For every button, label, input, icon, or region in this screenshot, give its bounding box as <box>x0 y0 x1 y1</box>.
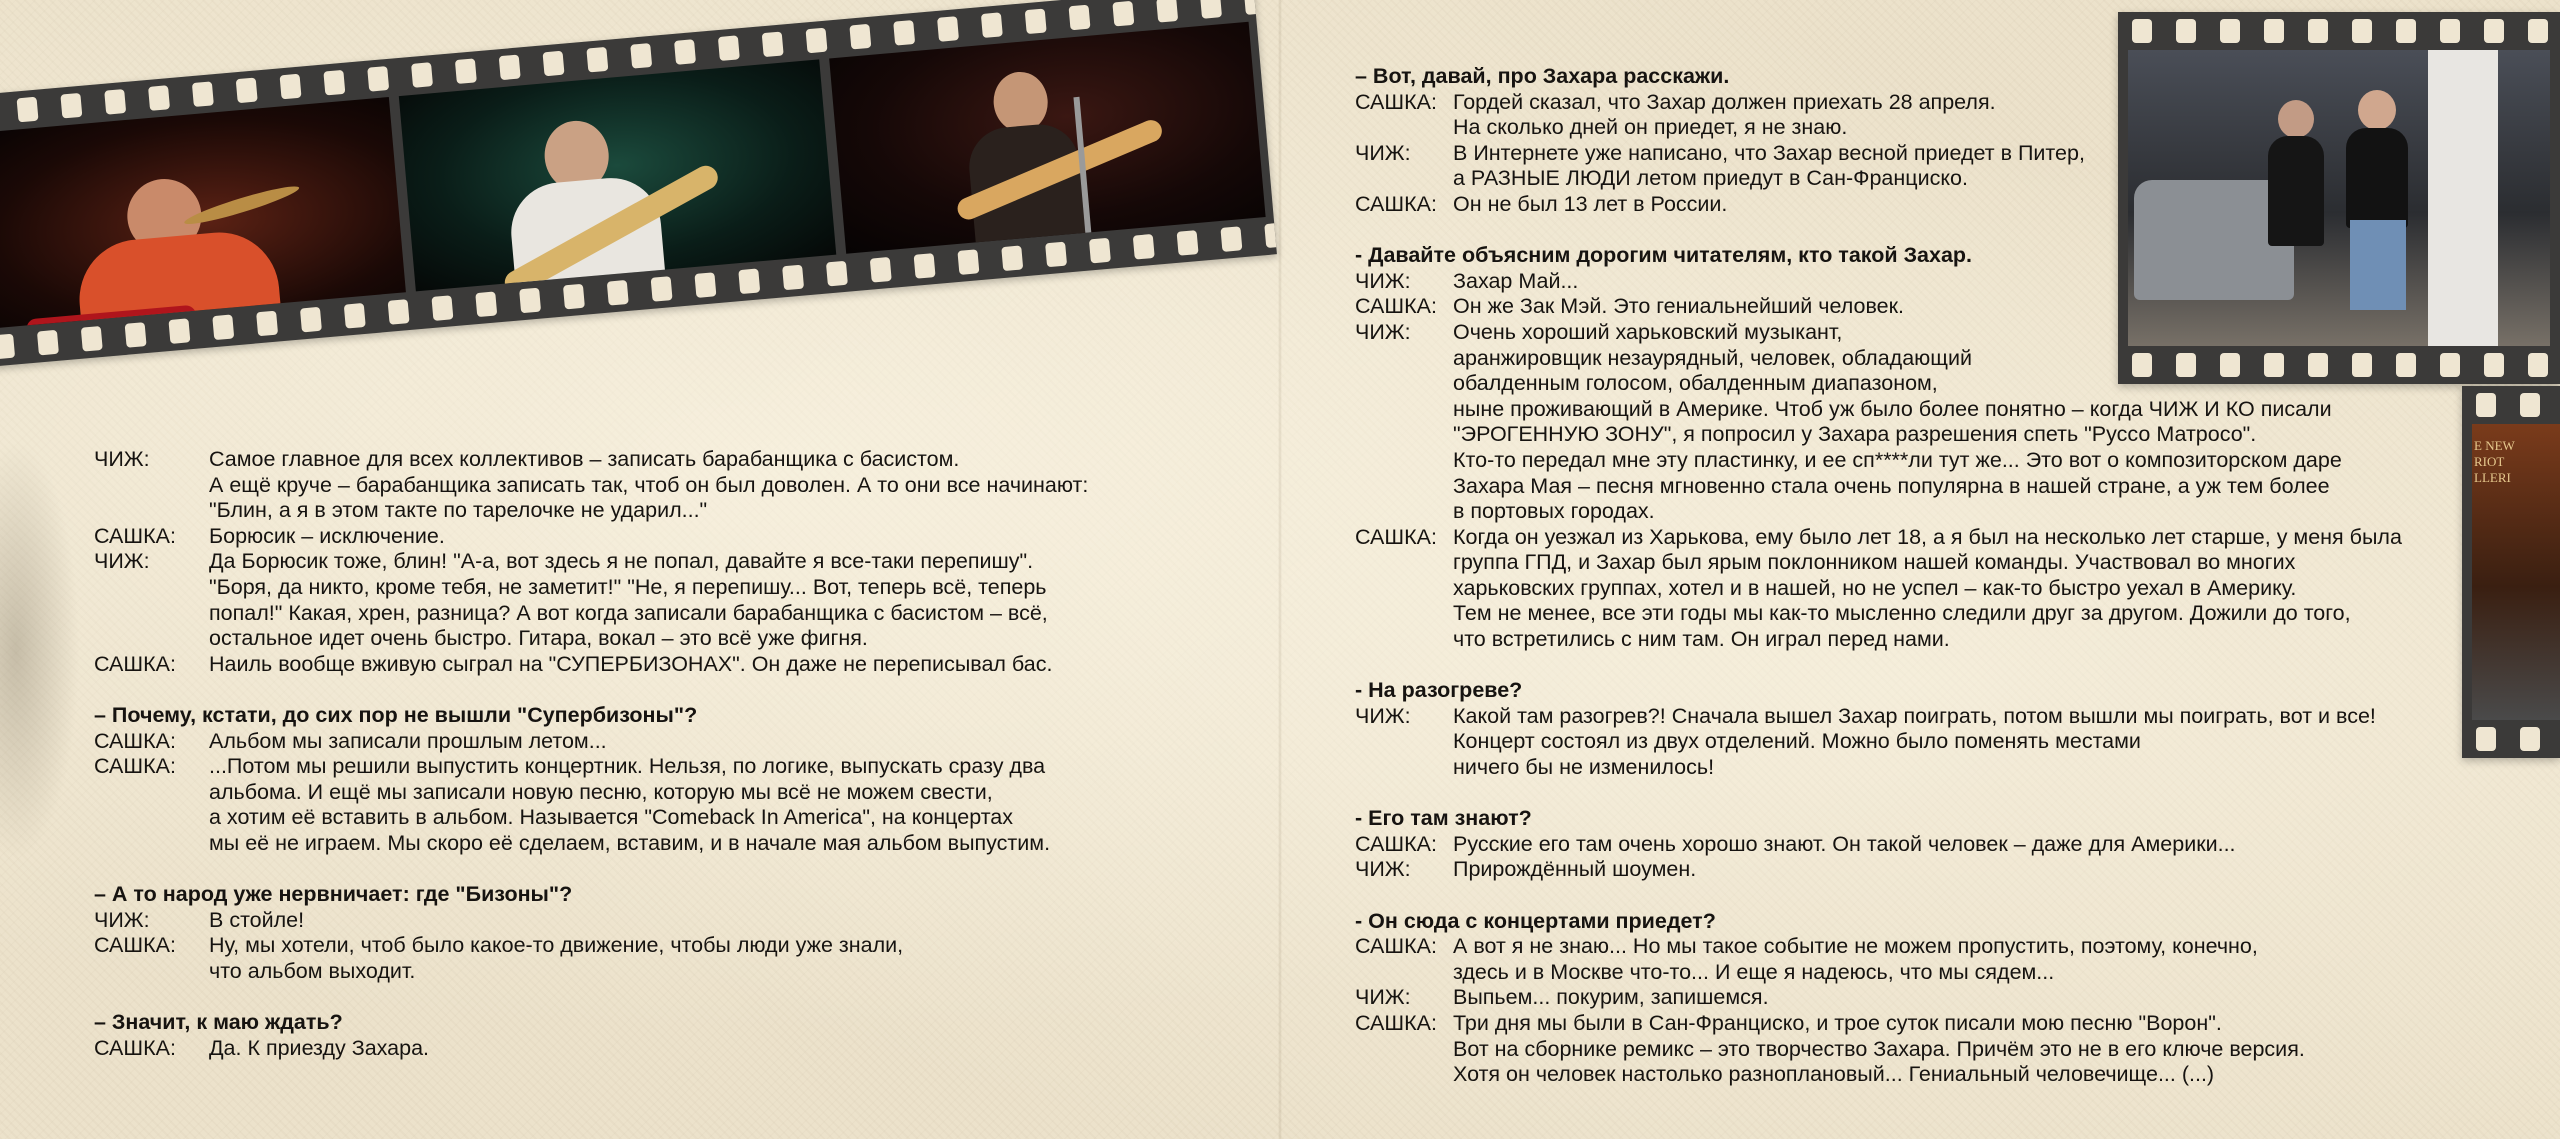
sprocket-hole <box>323 70 345 96</box>
sprocket-hole <box>1001 245 1023 271</box>
sprocket-hole <box>914 253 936 279</box>
dialogue-text: группа ГПД, и Захар был ярым поклонником нашей команды. Участвовал во многих <box>1453 550 2296 575</box>
sprocket-hole <box>256 311 278 337</box>
left-page-interview <box>94 447 1214 1061</box>
sprocket-hole <box>212 314 234 340</box>
speaker-label: САШКА: <box>1355 831 1437 856</box>
dialogue-text: "Боря, да никто, кроме тебя, не заметит!" "Не, я перепишу... Вот, теперь всё, теперь <box>209 574 1047 599</box>
dialogue-text: Да. К приезду Захара. <box>209 1035 430 1060</box>
dialogue-text: Вот на сборнике ремикс – это творчество Захара. Причём это не в его ключе версия. <box>1453 1036 2305 1061</box>
dialogue-line <box>94 601 1214 627</box>
sprocket-hole <box>2440 19 2460 43</box>
dialogue-line <box>94 1036 1214 1062</box>
dialogue-text: Хотя он человек настолько разноплановый... Гениальный человечище... (...) <box>1453 1062 2215 1087</box>
sprocket-hole <box>236 78 258 104</box>
dialogue-line <box>1355 832 2475 858</box>
speaker-label <box>1355 474 1453 500</box>
dialogue-text: здесь и в Москве что-то... И еще я надеюсь, что мы сядем... <box>1453 959 2055 984</box>
dialogue-line <box>1355 601 2475 627</box>
sprocket-hole <box>125 322 147 348</box>
interviewer-question: - Он сюда с концертами приедет? <box>1355 908 1716 933</box>
dialogue-text: а РАЗНЫЕ ЛЮДИ летом приедут в Сан-Франциско. <box>1453 166 1968 191</box>
speaker-label: ЧИЖ: <box>1355 268 1411 293</box>
sprocket-hole <box>2528 19 2548 43</box>
right-page-interview <box>1355 64 2475 1088</box>
dialogue-text: в портовых городах. <box>1453 499 1655 524</box>
sprocket-hole <box>2476 393 2496 417</box>
sign-partial-text: E NEW RIOT LLERI <box>2474 438 2515 485</box>
dialogue-text: В Интернете уже написано, что Захар весной приедет в Питер, <box>1453 140 2085 165</box>
sprocket-hole <box>1045 242 1067 268</box>
sprocket-hole <box>2484 353 2504 377</box>
sprocket-hole <box>17 97 39 123</box>
speaker-label <box>1355 371 1453 397</box>
sprocket-hole <box>367 66 389 92</box>
dialogue-line <box>1355 192 2475 218</box>
dialogue-text: а хотим её вставить в альбом. Называется "Comeback In America", на концертах <box>209 805 1014 830</box>
sprocket-hole <box>37 330 59 356</box>
dialogue-text: Ну, мы хотели, чтоб было какое-то движение, чтобы люди уже знали, <box>209 933 904 958</box>
sprocket-hole <box>870 257 892 283</box>
interviewer-question: - Давайте объясним дорогим читателям, кто такой Захар. <box>1355 243 1973 268</box>
dialogue-line <box>94 729 1214 755</box>
dialogue-text: А вот я не знаю... Но мы такое событие не можем пропустить, поэтому, конечно, <box>1453 934 2258 959</box>
interviewer-question: – А то народ уже нервничает: где "Бизоны"? <box>94 882 573 907</box>
sprocket-hole <box>651 276 673 302</box>
speaker-label <box>1355 166 1453 192</box>
sprocket-hole <box>607 280 629 306</box>
dialogue-text: Когда он уезжал из Харькова, ему было лет 18, а я был на несколько лет старше, у меня была <box>1453 524 2402 549</box>
sprocket-hole <box>475 291 497 317</box>
speaker-label: САШКА: <box>1355 191 1437 216</box>
paragraph-gap <box>94 677 1214 703</box>
photo-building-sign <box>2472 424 2560 720</box>
sprocket-hole <box>981 12 1003 38</box>
dialogue-text: альбома. И ещё мы записали новую песню, которую мы всё не можем свести, <box>209 779 993 804</box>
sprocket-hole <box>630 43 652 69</box>
dialogue-text: Он не был 13 лет в России. <box>1453 191 1728 216</box>
speaker-label <box>94 831 209 857</box>
paragraph-gap <box>1355 653 2475 679</box>
speaker-label: САШКА: <box>94 1035 176 1060</box>
dialogue-line <box>1355 525 2475 551</box>
sprocket-hole <box>893 20 915 46</box>
dialogue-line <box>94 754 1214 780</box>
sprocket-hole <box>148 85 170 111</box>
dialogue-text: Он же Зак Мэй. Это гениальнейший человек. <box>1453 294 1904 319</box>
dialogue-line <box>94 473 1214 499</box>
dialogue-text: остальное идет очень быстро. Гитара, вокал – это всё уже фигня. <box>209 626 868 651</box>
speaker-label: САШКА: <box>94 651 176 676</box>
dialogue-line <box>1355 755 2475 781</box>
dialogue-text: Альбом мы записали прошлым летом... <box>209 728 607 753</box>
dialogue-line <box>94 908 1214 934</box>
speaker-label <box>94 780 209 806</box>
dialogue-text: В стойле! <box>209 907 305 932</box>
dialogue-line <box>1355 474 2475 500</box>
paragraph-gap <box>1355 781 2475 807</box>
sprocket-hole <box>586 47 608 73</box>
speaker-label: ЧИЖ: <box>94 447 150 471</box>
dialogue-text: Прирождённый шоумен. <box>1453 857 1697 882</box>
paragraph-gap <box>1355 218 2475 244</box>
dialogue-line <box>1355 1062 2475 1088</box>
dialogue-text: Гордей сказал, что Захар должен приехать 28 апреля. <box>1453 89 1996 114</box>
sprocket-hole <box>1112 1 1134 27</box>
sprocket-hole <box>2396 19 2416 43</box>
dialogue-text: мы её не играем. Мы скоро её сделаем, вставим, и в начале мая альбом выпустим. <box>209 830 1051 855</box>
speaker-label <box>94 498 209 524</box>
sprocket-hole <box>300 307 322 333</box>
dialogue-line <box>1355 269 2475 295</box>
sprocket-hole <box>411 62 433 88</box>
speaker-label: ЧИЖ: <box>1355 140 1411 165</box>
sprocket-hole <box>718 35 740 61</box>
dialogue-text: Борюсик – исключение. <box>209 523 445 548</box>
dialogue-text: ничего бы не изменилось! <box>1453 755 1715 780</box>
sprocket-hole <box>388 299 410 325</box>
sprocket-hole <box>806 28 828 54</box>
sprocket-hole <box>2132 19 2152 43</box>
interviewer-question: - На разогреве? <box>1355 678 1523 703</box>
dialogue-text: попал!" Какая, хрен, разница? А вот когда записали барабанщика с басистом – всё, <box>209 600 1048 625</box>
dialogue-line <box>94 959 1214 985</box>
dialogue-line <box>1355 704 2475 730</box>
dialogue-line <box>1355 166 2475 192</box>
dialogue-text: Захар Май... <box>1453 268 1579 293</box>
paragraph-gap <box>94 984 1214 1010</box>
dialogue-line <box>1355 627 2475 653</box>
dialogue-text: Наиль вообще вживую сыграл на "СУПЕРБИЗОНАХ". Он даже не переписывал бас. <box>209 651 1053 676</box>
sprocket-hole <box>849 24 871 50</box>
sprocket-hole <box>674 39 696 65</box>
sprocket-hole <box>1069 5 1091 31</box>
dialogue-line <box>94 524 1214 550</box>
dialogue-line <box>94 805 1214 831</box>
sprocket-hole <box>104 89 126 115</box>
speaker-label: САШКА: <box>94 523 176 548</box>
grunge-texture <box>0 440 80 860</box>
dialogue-text: аранжировщик незаурядный, человек, обладающий <box>1453 345 1973 370</box>
dialogue-line <box>1355 371 2475 397</box>
sprocket-hole <box>2352 19 2372 43</box>
sprocket-hole <box>738 268 760 294</box>
sprocket-hole <box>2484 19 2504 43</box>
sprocket-hole <box>344 303 366 329</box>
sprocket-hole <box>2520 727 2540 751</box>
dialogue-line <box>94 575 1214 601</box>
sprocket-hole <box>60 93 82 119</box>
dialogue-text: А ещё круче – барабанщика записать так, чтоб он был доволен. А то они все начинают: <box>209 472 1089 497</box>
speaker-label: ЧИЖ: <box>1355 319 1411 344</box>
speaker-label: САШКА: <box>94 728 176 753</box>
sprocket-hole <box>455 58 477 84</box>
dialogue-line <box>1355 1011 2475 1037</box>
speaker-label <box>1355 576 1453 602</box>
sprocket-hole <box>1264 222 1277 248</box>
dialogue-text: На сколько дней он приедет, я не знаю. <box>1453 115 1848 140</box>
dialogue-line <box>94 626 1214 652</box>
dialogue-text: Тем не менее, все эти годы мы как-то мысленно следили друг за другом. Дожили до того, <box>1453 601 2351 626</box>
interviewer-question: – Значит, к маю ждать? <box>94 1010 343 1035</box>
sprocket-hole <box>499 55 521 81</box>
dialogue-text: обалденным голосом, обалденным диапазоном, <box>1453 371 1938 396</box>
sprocket-hole <box>1089 238 1111 264</box>
sprocket-hole <box>957 249 979 275</box>
speaker-label <box>1355 499 1453 525</box>
dialogue-text: Какой там разогрев?! Сначала вышел Захар поиграть, потом вышли мы поиграть, вот и все! <box>1453 703 2376 728</box>
dialogue-text: Кто-то передал мне эту пластинку, и ее сп****ли тут же... Это вот о композиторском даре <box>1453 447 2342 472</box>
right-edge-film-strip <box>2462 386 2560 758</box>
sprocket-hole <box>762 32 784 58</box>
dialogue-line <box>1355 729 2475 755</box>
speaker-label <box>1355 1037 1453 1063</box>
speaker-label: ЧИЖ: <box>94 549 150 574</box>
speaker-label <box>1355 1062 1453 1088</box>
dialogue-line <box>94 652 1214 678</box>
dialogue-text: Концерт состоял из двух отделений. Можно было поменять местами <box>1453 729 2141 754</box>
speaker-label <box>1355 448 1453 474</box>
sprocket-hole <box>2476 727 2496 751</box>
interviewer-question: - Его там знают? <box>1355 806 1532 831</box>
photo-bassist <box>399 59 836 291</box>
photo-drummer <box>0 97 406 329</box>
sprocket-hole <box>2528 353 2548 377</box>
speaker-label <box>1355 601 1453 627</box>
speaker-label: ЧИЖ: <box>1355 857 1411 882</box>
sprocket-hole <box>1244 0 1257 15</box>
dialogue-text: Захара Мая – песня мгновенно стала очень популярна в нашей стране, а уж тем более <box>1453 473 2330 498</box>
dialogue-text: Выпьем... покурим, запишемся. <box>1453 985 1769 1010</box>
dialogue-line <box>1355 1037 2475 1063</box>
page-fold <box>1278 0 1282 1139</box>
dialogue-line <box>1355 141 2475 167</box>
dialogue-text: что встретились с ним там. Он играл перед нами. <box>1453 627 1950 652</box>
sprocket-hole <box>2520 393 2540 417</box>
dialogue-line <box>1355 550 2475 576</box>
dialogue-line <box>1355 90 2475 116</box>
speaker-label <box>1355 755 1453 781</box>
speaker-label <box>1355 397 1453 423</box>
paragraph-gap <box>94 857 1214 883</box>
speaker-label <box>94 473 209 499</box>
speaker-label <box>1355 960 1453 986</box>
speaker-label <box>1355 422 1453 448</box>
speaker-label: САШКА: <box>1355 89 1437 114</box>
sprocket-hole <box>280 74 302 100</box>
dialogue-line <box>1355 422 2475 448</box>
dialogue-line <box>94 447 1214 473</box>
speaker-label: ЧИЖ: <box>94 907 150 932</box>
speaker-label <box>94 805 209 831</box>
sprocket-hole <box>543 51 565 77</box>
speaker-label <box>94 959 209 985</box>
sprocket-hole <box>1025 8 1047 34</box>
dialogue-line <box>1355 294 2475 320</box>
photo-guitarist <box>829 22 1266 254</box>
dialogue-line <box>1355 320 2475 346</box>
sprocket-hole <box>2176 19 2196 43</box>
speaker-label <box>1355 627 1453 653</box>
sprocket-hole <box>2308 19 2328 43</box>
dialogue-line <box>1355 576 2475 602</box>
interviewer-question: – Вот, давай, про Захара расскажи. <box>1355 64 1730 88</box>
speaker-label: САШКА: <box>94 933 176 958</box>
dialogue-text: ныне проживающий в Америке. Чтоб уж было более понятно – когда ЧИЖ И КО писали <box>1453 396 2332 421</box>
dialogue-line <box>94 780 1214 806</box>
sprocket-hole <box>0 334 15 360</box>
dialogue-text: "Блин, а я в этом такте по тарелочке не ударил..." <box>209 498 708 523</box>
speaker-label: САШКА: <box>94 754 176 779</box>
dialogue-text: что альбом выходит. <box>209 958 416 983</box>
left-film-strip <box>0 0 1277 367</box>
speaker-label: САШКА: <box>1355 1010 1437 1035</box>
sprocket-hole <box>1177 230 1199 256</box>
dialogue-text: харьковских группах, хотел и в нашей, но не успел – как-то быстро уехал в Америку. <box>1453 575 2297 600</box>
speaker-label <box>1355 115 1453 141</box>
dialogue-line <box>94 831 1214 857</box>
speaker-label <box>94 575 209 601</box>
dialogue-line <box>1355 346 2475 372</box>
interviewer-question: – Почему, кстати, до сих пор не вышли "Супербизоны"? <box>94 702 698 727</box>
speaker-label: САШКА: <box>1355 524 1437 549</box>
dialogue-line <box>1355 857 2475 883</box>
speaker-label <box>94 626 209 652</box>
speaker-label: ЧИЖ: <box>1355 703 1411 728</box>
dialogue-line <box>1355 115 2475 141</box>
sprocket-hole <box>694 272 716 298</box>
dialogue-line <box>94 933 1214 959</box>
dialogue-line <box>1355 960 2475 986</box>
sprocket-hole <box>2220 19 2240 43</box>
dialogue-line <box>1355 934 2475 960</box>
dialogue-line <box>1355 397 2475 423</box>
dialogue-text: Да Борюсик тоже, блин! "А-а, вот здесь я не попал, давайте я все-таки перепишу". <box>209 549 1034 574</box>
sprocket-hole <box>563 284 585 310</box>
sprocket-hole <box>937 16 959 42</box>
sprocket-hole <box>2264 19 2284 43</box>
speaker-label <box>1355 729 1453 755</box>
dialogue-text: Три дня мы были в Сан-Франциско, и трое суток писали мою песню "Ворон". <box>1453 1010 2222 1035</box>
speaker-label <box>1355 550 1453 576</box>
speaker-label: САШКА: <box>1355 934 1437 959</box>
dialogue-line <box>94 498 1214 524</box>
paragraph-gap <box>1355 883 2475 909</box>
film-sprocket-holes <box>2118 12 2560 50</box>
dialogue-text: Русские его там очень хорошо знают. Он такой человек – даже для Америки... <box>1453 831 2236 856</box>
dialogue-line <box>1355 448 2475 474</box>
sprocket-hole <box>192 81 214 107</box>
sprocket-hole <box>519 288 541 314</box>
sprocket-hole <box>168 318 190 344</box>
dialogue-text: ...Потом мы решили выпустить концертник. Нельзя, по логике, выпускать сразу два <box>209 754 1046 779</box>
sprocket-hole <box>1220 226 1242 252</box>
film-sprocket-holes <box>2462 720 2560 758</box>
speaker-label: ЧИЖ: <box>1355 985 1411 1010</box>
speaker-label: САШКА: <box>1355 294 1437 319</box>
dialogue-line <box>1355 499 2475 525</box>
dialogue-line <box>94 549 1214 575</box>
sprocket-hole <box>81 326 103 352</box>
dialogue-line <box>1355 985 2475 1011</box>
sprocket-hole <box>1200 0 1222 19</box>
speaker-label <box>94 601 209 627</box>
dialogue-text: Очень хороший харьковский музыкант, <box>1453 319 1843 344</box>
sprocket-hole <box>1133 234 1155 260</box>
dialogue-text: Самое главное для всех коллективов – записать барабанщика с басистом. <box>209 447 960 471</box>
sprocket-hole <box>431 295 453 321</box>
film-sprocket-holes <box>2462 386 2560 424</box>
speaker-label <box>1355 346 1453 372</box>
sprocket-hole <box>782 265 804 291</box>
sprocket-hole <box>826 261 848 287</box>
sprocket-hole <box>1156 0 1178 23</box>
dialogue-text: "ЭРОГЕННУЮ ЗОНУ", я попросил у Захара разрешения спеть "Руссо Матросо". <box>1453 422 2257 447</box>
